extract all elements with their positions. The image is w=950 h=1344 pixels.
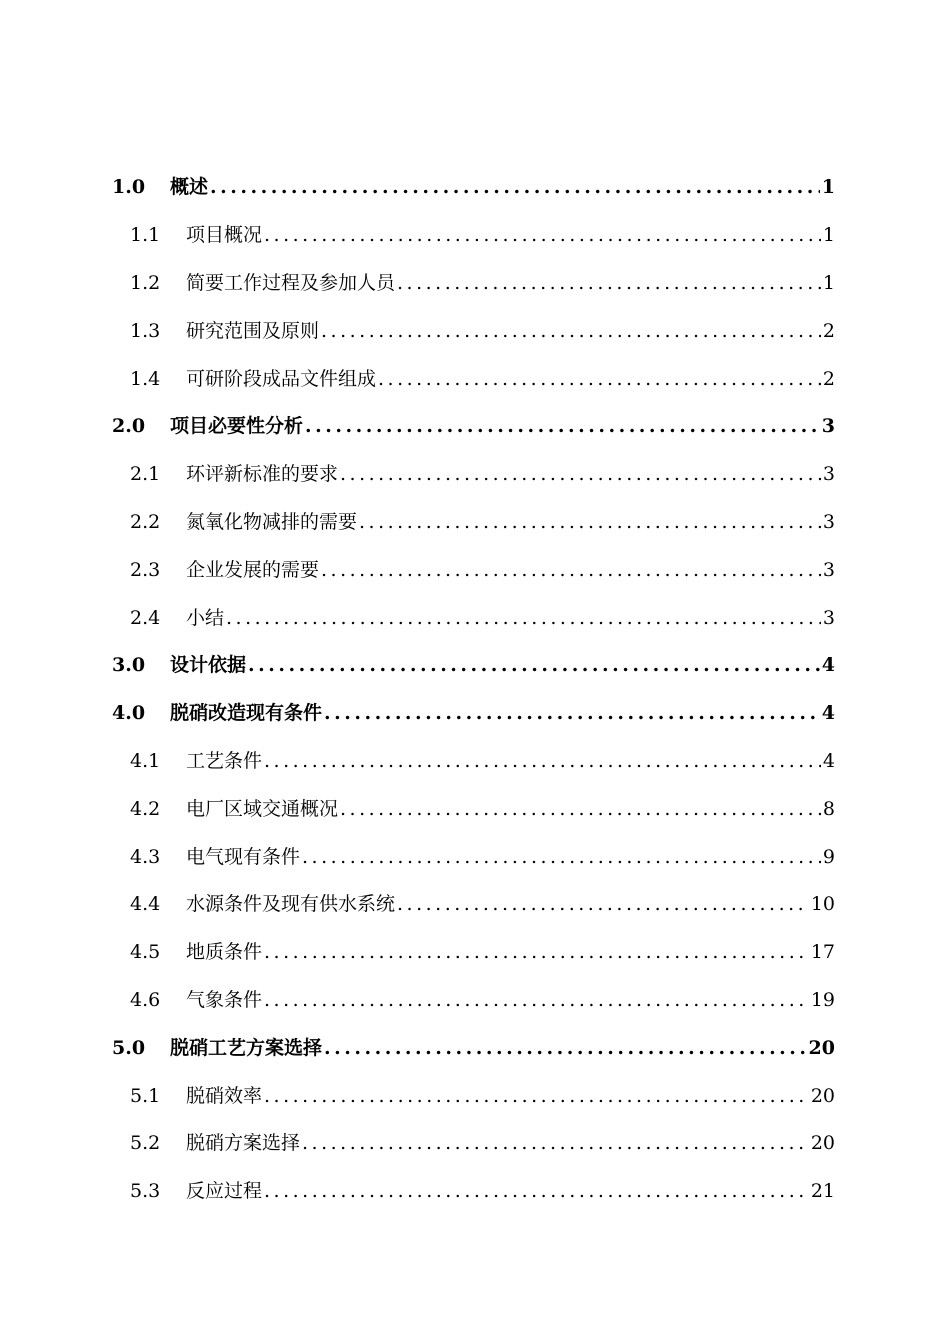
toc-dot-leader <box>264 943 809 962</box>
toc-number: 5.3 <box>130 1180 161 1203</box>
toc-page-number: 3 <box>822 463 835 486</box>
toc-dot-leader <box>302 1134 809 1153</box>
toc-dot-leader <box>359 513 821 532</box>
toc-title: 研究范围及原则 <box>186 319 320 342</box>
toc-number: 4.3 <box>130 845 161 868</box>
toc-page-number: 4 <box>822 749 835 772</box>
toc-number: 2.3 <box>130 558 161 581</box>
toc-title: 简要工作过程及参加人员 <box>186 271 396 294</box>
toc-number: 1.3 <box>130 319 161 342</box>
toc-dot-leader <box>324 1039 807 1058</box>
toc-entry[interactable] <box>0 307 950 355</box>
toc-title: 脱硝方案选择 <box>186 1132 301 1155</box>
toc-page-number: 3 <box>822 558 835 581</box>
toc-entry[interactable] <box>0 546 950 594</box>
toc-page-number: 20 <box>810 1132 835 1155</box>
toc-dot-leader <box>264 752 821 771</box>
toc-dot-leader <box>248 656 820 675</box>
toc-title: 脱硝工艺方案选择 <box>170 1036 323 1059</box>
toc-number: 4.4 <box>130 893 161 916</box>
toc-title: 设计依据 <box>170 654 247 677</box>
toc-entry[interactable] <box>0 403 950 451</box>
toc-title: 反应过程 <box>186 1180 263 1203</box>
toc-entry[interactable] <box>0 499 950 547</box>
toc-page-number: 19 <box>810 988 835 1011</box>
toc-number: 3.0 <box>112 654 146 677</box>
toc-dot-leader <box>305 417 820 436</box>
toc-entry[interactable] <box>0 260 950 308</box>
toc-page-number: 3 <box>822 510 835 533</box>
toc-title: 工艺条件 <box>186 749 263 772</box>
table-of-contents <box>0 164 950 1216</box>
toc-page-number: 20 <box>810 1084 835 1107</box>
toc-entry[interactable] <box>0 355 950 403</box>
toc-dot-leader <box>340 800 821 819</box>
toc-entry[interactable] <box>0 785 950 833</box>
toc-page-number: 2 <box>822 319 835 342</box>
toc-number: 4.0 <box>112 702 146 725</box>
toc-dot-leader <box>397 895 809 914</box>
toc-page-number: 4 <box>821 654 835 677</box>
toc-title: 脱硝效率 <box>186 1084 263 1107</box>
toc-title: 水源条件及现有供水系统 <box>186 893 396 916</box>
toc-entry[interactable] <box>0 212 950 260</box>
toc-number: 2.4 <box>130 606 161 629</box>
toc-title: 企业发展的需要 <box>186 558 320 581</box>
toc-title: 环评新标准的要求 <box>186 463 339 486</box>
toc-title: 项目必要性分析 <box>170 415 304 438</box>
toc-page-number: 4 <box>821 702 835 725</box>
toc-dot-leader <box>264 226 821 245</box>
toc-title: 概述 <box>170 176 209 199</box>
toc-entry[interactable] <box>0 1120 950 1168</box>
toc-page-number: 3 <box>822 606 835 629</box>
toc-number: 5.1 <box>130 1084 161 1107</box>
toc-title: 地质条件 <box>186 941 263 964</box>
toc-page-number: 1 <box>821 176 835 199</box>
toc-page-number: 1 <box>822 224 835 247</box>
toc-title: 电气现有条件 <box>186 845 301 868</box>
toc-number: 4.5 <box>130 941 161 964</box>
toc-dot-leader <box>340 465 821 484</box>
toc-entry[interactable] <box>0 642 950 690</box>
toc-page-number: 2 <box>822 367 835 390</box>
toc-entry[interactable] <box>0 1168 950 1216</box>
toc-entry[interactable] <box>0 833 950 881</box>
toc-number: 1.4 <box>130 367 161 390</box>
toc-page-number: 10 <box>810 893 835 916</box>
toc-title: 小结 <box>186 606 225 629</box>
toc-page-number: 1 <box>822 271 835 294</box>
toc-page-number: 20 <box>808 1036 835 1059</box>
toc-entry[interactable] <box>0 594 950 642</box>
toc-number: 2.1 <box>130 463 161 486</box>
toc-number: 2.0 <box>112 415 146 438</box>
toc-number: 5.2 <box>130 1132 161 1155</box>
toc-number: 4.1 <box>130 749 161 772</box>
toc-dot-leader <box>378 370 821 389</box>
toc-dot-leader <box>264 1182 809 1201</box>
toc-number: 4.2 <box>130 797 161 820</box>
toc-entry[interactable] <box>0 738 950 786</box>
toc-title: 脱硝改造现有条件 <box>170 702 323 725</box>
toc-dot-leader <box>226 609 821 628</box>
toc-dot-leader <box>321 322 821 341</box>
toc-entry[interactable] <box>0 929 950 977</box>
toc-number: 1.2 <box>130 271 161 294</box>
toc-page-number: 9 <box>822 845 835 868</box>
toc-entry[interactable] <box>0 977 950 1025</box>
toc-number: 1.1 <box>130 224 161 247</box>
toc-dot-leader <box>302 848 821 867</box>
toc-entry[interactable] <box>0 164 950 212</box>
toc-dot-leader <box>264 1087 809 1106</box>
toc-title: 气象条件 <box>186 988 263 1011</box>
toc-number: 4.6 <box>130 988 161 1011</box>
toc-dot-leader <box>264 991 809 1010</box>
toc-dot-leader <box>321 561 821 580</box>
toc-page-number: 3 <box>821 415 835 438</box>
toc-page-number: 8 <box>822 797 835 820</box>
toc-entry[interactable] <box>0 1024 950 1072</box>
toc-dot-leader <box>324 704 820 723</box>
toc-number: 2.2 <box>130 510 161 533</box>
toc-entry[interactable] <box>0 451 950 499</box>
toc-title: 可研阶段成品文件组成 <box>186 367 377 390</box>
toc-entry[interactable] <box>0 881 950 929</box>
toc-page-number: 21 <box>810 1180 835 1203</box>
toc-title: 氮氧化物减排的需要 <box>186 510 358 533</box>
toc-page-number: 17 <box>810 941 835 964</box>
toc-entry[interactable] <box>0 1072 950 1120</box>
toc-title: 电厂区域交通概况 <box>186 797 339 820</box>
toc-dot-leader <box>397 274 821 293</box>
toc-number: 5.0 <box>112 1036 146 1059</box>
toc-dot-leader <box>210 178 820 197</box>
toc-number: 1.0 <box>112 176 146 199</box>
toc-title: 项目概况 <box>186 224 263 247</box>
toc-entry[interactable] <box>0 690 950 738</box>
